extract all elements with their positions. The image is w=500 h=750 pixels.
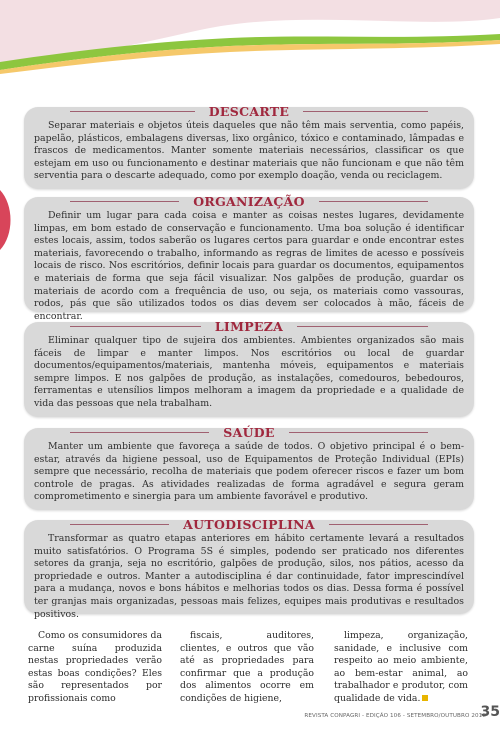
section-title-bar [24,425,474,440]
section-text: Transformar as quatro etapas anteriores em hábito certamente levará a resultados muito satisfatórios. O Programa 5S é simples, podendo ser praticado nos diferentes setores da granja, seja no escritório, galpões de produção, silos, nos pátios, acesso da propriedade e outros. Manter a autodisciplina é dar continuidade, fator imprescindível para a mudança, novos e bons hábitos e melhorias todos os dias. Dessa forma é possível ter granjas mais organizadas, pessoas mais felizes, equipes mais produtivas e resultados positivos. [34,533,464,620]
section-title: DESCARTE [208,104,290,119]
section-text: Eliminar qualquer tipo de sujeira dos ambientes. Ambientes organizados são mais fáceis de limpar e manter limpos. Nos escritórios ou local de guardar documentos/equipamentos/materiais, mantenha móveis, equipamentos e materiais sempre limpos. E nos galpões de produção, as instalações, comedouros, bebedouros, ferramentas e utensílios limpos melhoram a imagem da propriedade e a qualidade de vida das pessoas que nela trabalham. [34,335,464,409]
body-column-2: fiscais, auditores, clientes, e outros que vão até as propriedades para confirmar que a produção dos alimentos ocorre em condições de higiene, [180,630,314,704]
section-autodisciplina [24,517,474,620]
section-title: SAÚDE [223,425,275,440]
section-limpeza [24,319,474,417]
section-title: AUTODISCIPLINA [183,517,315,532]
header-wave-decoration [0,0,500,80]
section-title-bar [24,104,474,119]
section-text: Definir um lugar para cada coisa e manter as coisas nestes lugares, devidamente limpas, em bom estado de conservação e funcionamento. Uma boa solução é identificar estes locais, assim, todos saberão os lugares certos para guardar e onde encontrar estes materiais, favorecendo o trabalho, informando as regras de limites de acesso e possíveis locais de risco. Nos escritórios, definir locais para guardar os documentos, equipamentos e materiais de forma que seja fácil visualizar. Nos galpões de produção, guardar os materiais de acordo com a frequência de uso, ou seja, os materiais como vassouras, rodos, pás que são utilizados todos os dias devem ser colocados à mão, fáceis de encontrar. [34,210,464,322]
body-column-3 [334,630,468,706]
body-column-1: Como os consumidores da carne suína produzida nestas propriedades verão estas boas condições? Eles são representados por profissionais como [28,630,162,704]
section-text: Manter um ambiente que favoreça a saúde de todos. O objetivo principal é o bem-estar, através da higiene pessoal, uso de Equipamentos de Proteção Individual (EPIs) sempre que necessário, recolha de materiais que podem oferecer riscos e fazer um bom controle de pragas. As atividades realizadas de forma agradável e segura geram comprometimento e sinergia para um ambiente favorável e produtivo. [34,441,464,503]
section-saude [24,425,474,510]
end-of-article-icon [422,695,428,701]
magazine-footer: REVISTA CONPAGRI - EDIÇÃO 106 - SETEMBRO/OUTUBRO 2018 [304,713,486,719]
section-text: Separar materiais e objetos úteis daqueles que não têm mais serventia, como papéis, papelão, plásticos, embalagens diversas, lixo orgânico, tóxico e contaminado, lâmpadas e frascos de medicamentos. Manter somente materiais necessários, classificar os que estejam em uso ou funcionamento e destinar materiais que não funcionam e que não têm serventia para o descarte adequado, como por exemplo doação, venda ou reciclagem. [34,120,464,182]
page-number: 35 [480,704,500,720]
section-title: LIMPEZA [214,319,284,334]
section-title-bar [24,194,474,209]
body-column-3-text: limpeza, organização, sanidade, e inclusive com respeito ao meio ambiente, ao bem-estar animal, ao trabalhador e produtor, com qualidade de vida. [334,630,468,704]
section-organizacao [24,194,474,322]
section-title-bar [24,517,474,532]
left-edge-decoration [0,190,12,250]
section-descarte [24,104,474,189]
section-title-bar [24,319,474,334]
section-title: ORGANIZAÇÃO [193,194,305,209]
